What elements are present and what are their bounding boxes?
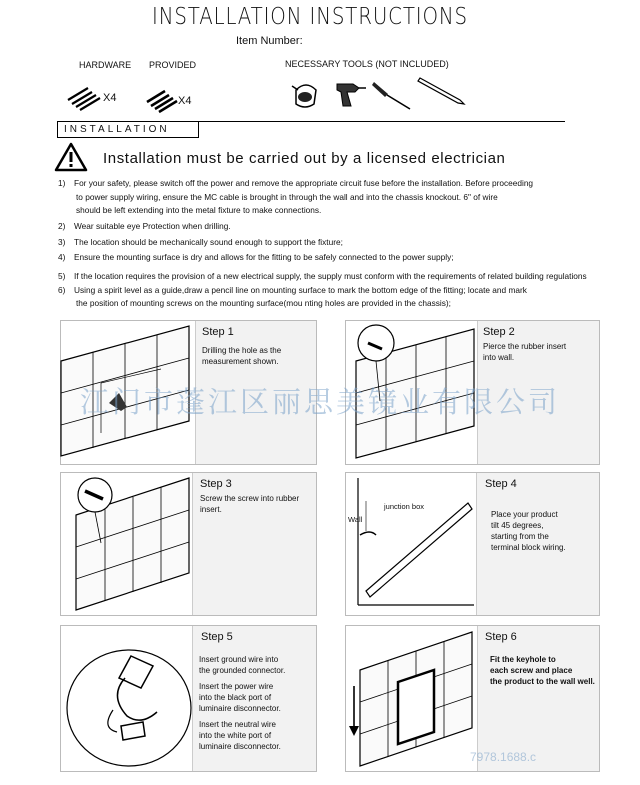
step-3-panel [60, 472, 317, 616]
drill-icon [333, 76, 367, 110]
screwdriver-icon [372, 76, 412, 110]
instruction-item: 4) Ensure the mounting surface is dry and allows for the fitting to be safely connected to the power supply; [58, 251, 454, 262]
step-3-title: Step 3 [200, 478, 232, 490]
step-2-desc: Pierce the rubber insert into wall. [483, 342, 567, 362]
tilt-install-illustration [346, 473, 476, 615]
tape-measure-icon [288, 76, 324, 110]
step-6-title: Step 6 [485, 631, 517, 643]
instruction-line: the position of mounting screws on the mounting surface(mou nting holes are provided in the chassis); [76, 298, 451, 308]
pencil-icon [418, 76, 466, 106]
junction-box-label: junction box [384, 502, 425, 511]
step-3-textbox [192, 473, 316, 615]
step-6-desc: Fit the keyhole to each screw and place the product to the wall well. [490, 655, 595, 686]
hardware-qty-left: X4 [103, 92, 117, 104]
mount-product-illustration [346, 626, 478, 771]
tools-label: NECESSARY TOOLS (NOT INCLUDED) [285, 59, 449, 69]
screws-icon [66, 80, 106, 110]
step-2-title: Step 2 [483, 326, 515, 338]
instruction-list [58, 177, 618, 311]
step-5-title: Step 5 [201, 631, 233, 643]
section-title: INSTALLATION [57, 121, 199, 138]
step-4-desc: Place your product tilt 45 degrees, starting from the terminal block wiring. [491, 510, 566, 552]
step-1-title: Step 1 [202, 326, 234, 338]
provided-label: PROVIDED [149, 60, 197, 70]
instruction-item: 5) If the location requires the provision of a new electrical supply, the supply must conform with the requirements of related building regulations [58, 271, 587, 281]
step-4-title: Step 4 [485, 478, 517, 490]
step-3-desc: Screw the screw into rubber insert. [200, 494, 300, 514]
page-title: INSTALLATION INSTRUCTIONS [152, 4, 468, 30]
rubber-inserts-icon [145, 82, 181, 112]
warning-text: Installation must be carried out by a licensed electrician [103, 150, 506, 167]
watermark-bottom: 7978.1688.c [470, 750, 537, 764]
wall-label: Wall [348, 515, 363, 524]
step-5-desc: Insert ground wire into the grounded connector. Insert the power wire into the black port of luminaire disconnector. Insert the neutral wire into the white port of luminaire disconnector. [199, 655, 286, 751]
instruction-item: 6) Using a spirit level as a guide,draw a pencil line on mounting surface to mark the bottom edge of the fitting; locate and mark [58, 284, 527, 295]
warning-icon [54, 142, 88, 172]
step-5-textbox [192, 626, 316, 771]
step-4-panel [345, 472, 600, 616]
hardware-qty-right: X4 [178, 95, 192, 107]
step-1-desc: Drilling the hole as the measurement shown. [202, 346, 282, 366]
step-5-panel [60, 625, 317, 772]
instruction-item: 2) Wear suitable eye Protection when drilling. [58, 220, 231, 231]
instruction-item: 3) The location should be mechanically sound enough to support the fixture; [58, 237, 343, 247]
wiring-illustration [61, 626, 193, 771]
section-divider [197, 121, 565, 122]
watermark-text: 江门市蓬江区丽思美镜业有限公司 [80, 385, 561, 419]
item-number-label: Item Number: [236, 35, 303, 47]
hardware-label: HARDWARE [79, 60, 132, 70]
step-4-textbox [476, 473, 599, 615]
instruction-item: 1) For your safety, please switch off the power and remove the appropriate circuit fuse before the installation. Before proceeding [58, 178, 534, 188]
screw-insert-illustration [61, 473, 193, 615]
instruction-line: to power supply wiring, ensure the MC cable is brought in through the wall and into the chassis knockout. 6" of wire [76, 191, 498, 202]
instruction-line: should be left extending into the metal fixture to make connections. [76, 205, 322, 215]
